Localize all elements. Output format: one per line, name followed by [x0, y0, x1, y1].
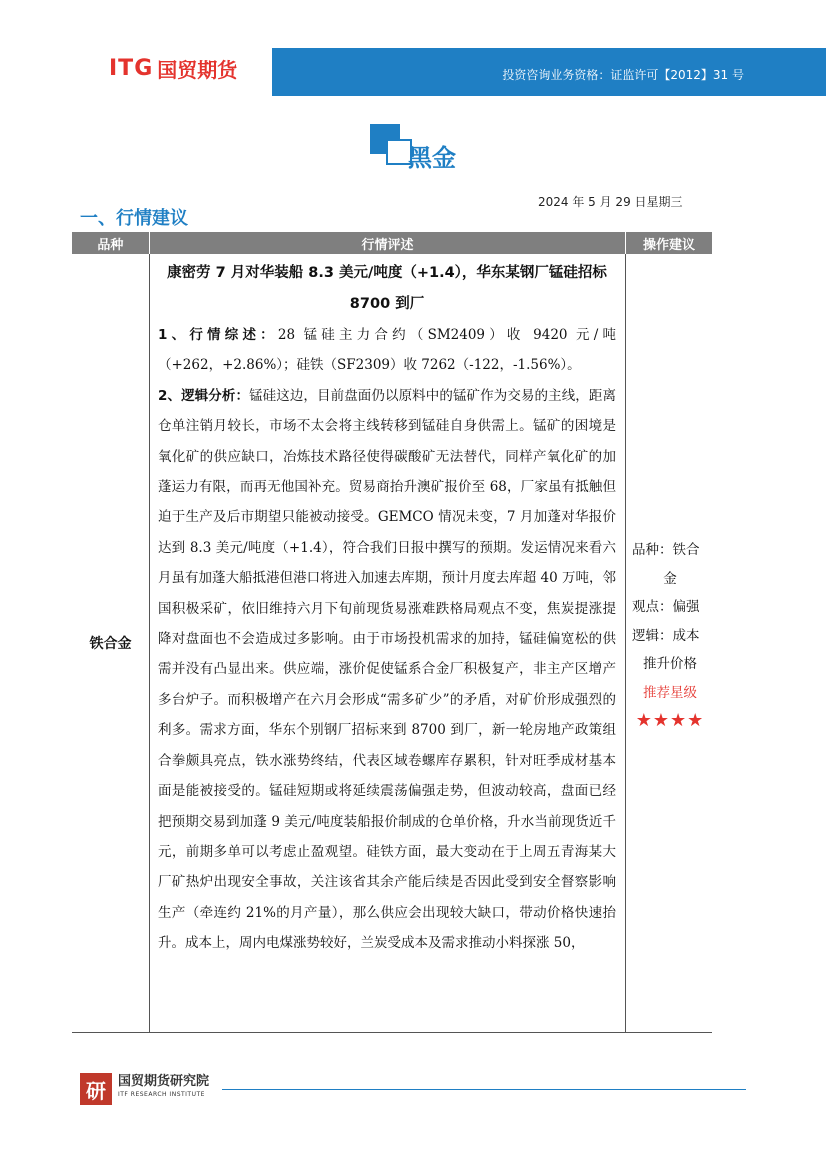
category-cell: 铁合金 — [89, 636, 132, 652]
commentary-cell — [158, 258, 616, 959]
rating-stars-icon: ★★★★ — [635, 710, 705, 731]
advice-view: 观点：偏强 — [632, 599, 700, 615]
advice-variety-cont: 金 — [663, 570, 677, 587]
footer-name-en: ITF RESEARCH INSTITUTE — [118, 1091, 205, 1098]
logo-itg-text: ITG — [109, 55, 154, 81]
column-divider — [625, 254, 626, 1032]
market-summary-label: 1、行情综述： — [158, 327, 278, 343]
market-summary-text: 28 锰硅主力合约（SM2409）收 9420 元/吨（+262，+2.86%）；硅铁（SF2309）收 7262（-122，-1.56%）。 — [158, 327, 616, 374]
column-header-variety: 品种 — [72, 232, 150, 254]
section-title: 一、行情建议 — [80, 208, 188, 229]
advice-logic: 逻辑：成本 — [632, 627, 700, 644]
research-seal-icon: 研 — [80, 1073, 112, 1105]
advice-logic-cont: 推升价格 — [643, 656, 697, 672]
logic-analysis-text: 锰硅这边，目前盘面仍以原料中的锰矿作为交易的主线，距离仓单注销月较长，市场不太会将主线转移到锰硅自身供需上。锰矿的困境是氧化矿的供应缺口，冶炼技术路径使得碳酸矿无法替代，同样产氧化矿的加蓬运力有限，而再无他国补充。贸易商抬升澳矿报价至 68，厂家虽有抵触但迫于生产及后市期望只能被动接受。GEMCO 情况未变，7 月加蓬对华报价达到 8.3 美元/吨度（+1.4），符合我们日报中撰写的预期。发运情况来看六月虽有加蓬大船抵港但港口将进入加速去库期，预计月度去库超 40 万吨，邻国积极采矿，依旧维持六月下旬前现货易涨难跌格局观点不变，焦炭提涨提降对盘面也不会造成过多影响。由于市场投机需求的加持，锰硅偏宽松的供需并没有凸显出来。供应端，涨价促使锰系合金厂积极复产，非主产区增产多台炉子。而积极增产在六月会形成“需多矿少”的矛盾，对矿价形成强烈的利多。需求方面，华东个别钢厂招标来到 8700 到厂，新一轮房地产政策组合拳颇具亮点，铁水涨势终结，代表区域卷螺库存累积，针对旺季成材基本面是能被接受的。锰硅短期或将延续震荡偏强走势，但波动较高，盘面已经把预期交易到加蓬 9 美元/吨度装船报价制成的仓单价格，升水当前现货近千元，前期多单可以考虑止盈观望。硅铁方面，最大变动在于上周五青海某大厂矿热炉出现安全事故，关注该省其余产能后续是否因此受到安全督察影响生产（牵连约 21%的月产量），那么供应会出现较大缺口，带动价格快速抬升。成本上，周内电煤涨势较好，兰炭受成本及需求推动小料探涨 50， — [158, 387, 616, 952]
company-logo — [109, 52, 237, 84]
advice-cell — [628, 536, 712, 736]
rating-label: 推荐星级 — [643, 684, 697, 701]
logic-analysis-paragraph — [158, 381, 616, 959]
table-header — [72, 232, 712, 254]
column-divider — [149, 254, 150, 1032]
footer-divider — [222, 1089, 746, 1090]
license-text: 投资咨询业务资格：证监许可【2012】31 号 — [502, 68, 744, 82]
footer-names — [118, 1073, 209, 1098]
column-header-advice: 操作建议 — [643, 237, 696, 253]
advice-variety: 品种：铁合 — [632, 542, 700, 558]
footer-name-cn: 国贸期货研究院 — [118, 1074, 210, 1089]
footer-logo — [80, 1073, 209, 1105]
column-header-commentary: 行情评述 — [150, 232, 626, 254]
logic-analysis-label: 2、逻辑分析： — [158, 387, 250, 404]
commentary-headline: 康密劳 7 月对华装船 8.3 美元/吨度（+1.4），华东某钢厂锰硅招标 8700 到厂 — [167, 265, 607, 312]
logo-cn-text: 国贸期货 — [157, 57, 238, 82]
table-body — [72, 254, 712, 1033]
page-title: 黑金 — [408, 144, 456, 172]
report-date: 2024 年 5 月 29 日星期三 — [538, 195, 683, 209]
market-summary-paragraph — [158, 320, 616, 381]
